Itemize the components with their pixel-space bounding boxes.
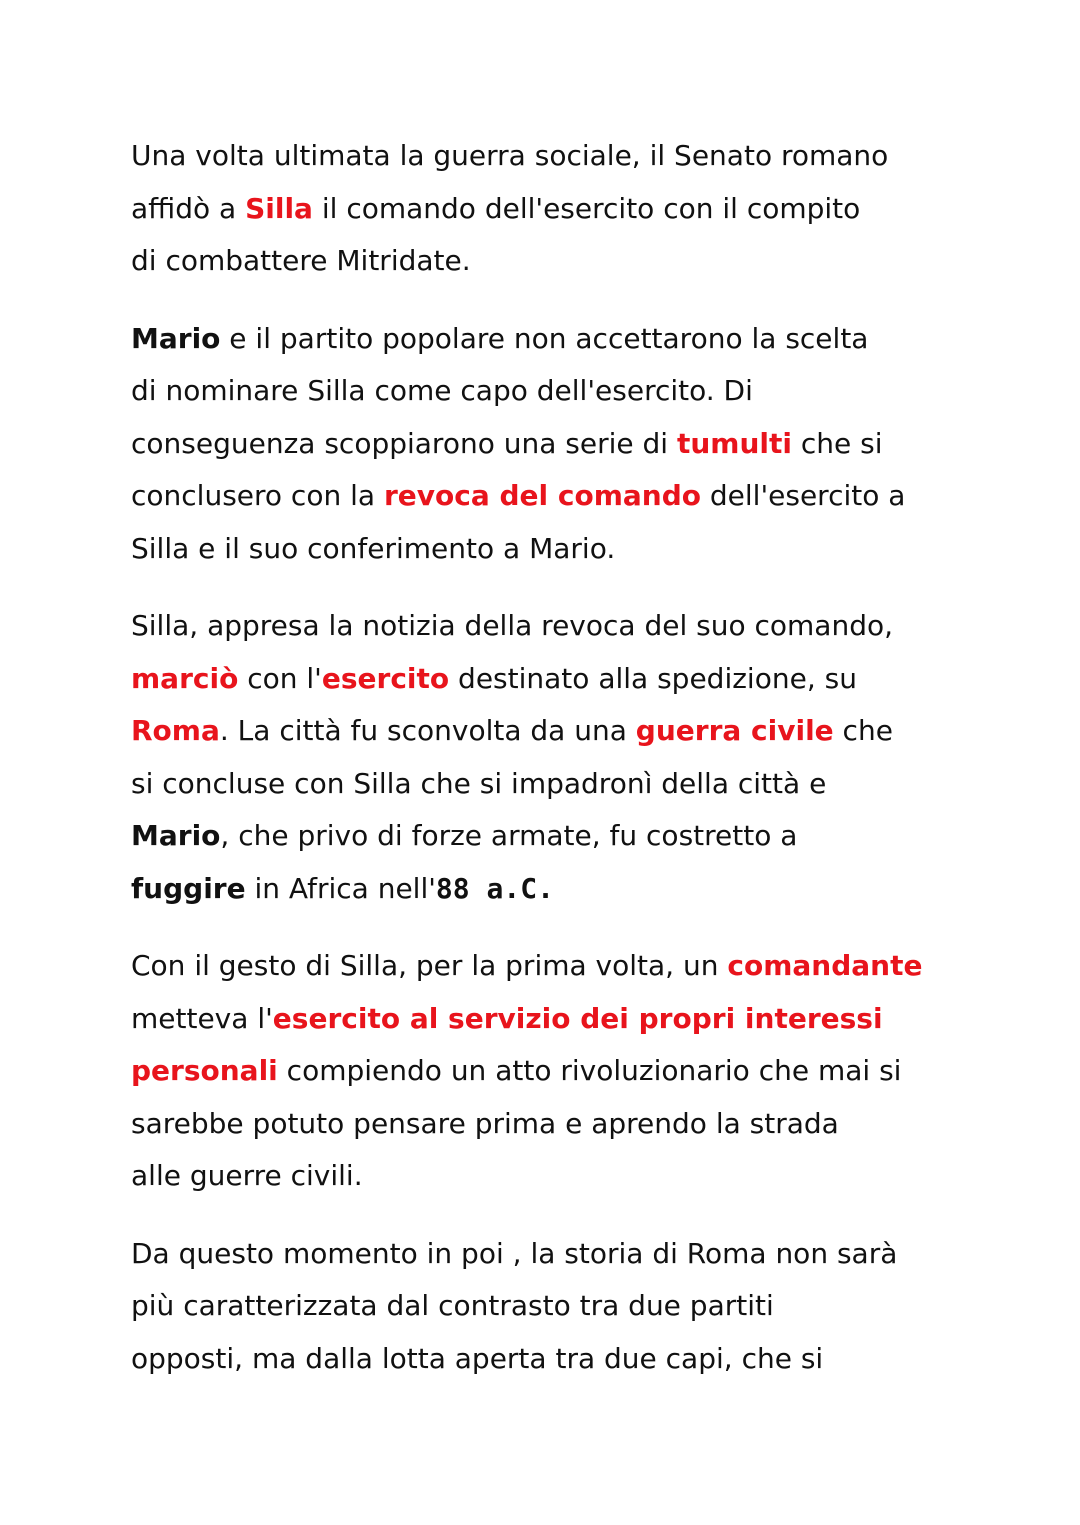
text-line: [131, 365, 991, 418]
text-line: [131, 600, 991, 653]
text-segment: dell'esercito a: [700, 479, 906, 512]
text-segment: Silla e il suo conferimento a Mario.: [131, 531, 616, 565]
text-segment: . La città fu sconvolta da una: [219, 714, 636, 747]
text-line: [131, 993, 991, 1046]
text-line: [131, 1150, 991, 1203]
highlighted-term: Silla: [245, 191, 313, 225]
text-segment: e il partito popolare non accettarono la scelta: [220, 321, 869, 355]
highlighted-term: marciò: [131, 661, 239, 695]
text-segment: conseguenza scoppiarono una serie di: [131, 426, 677, 460]
highlighted-term: Roma: [131, 714, 220, 747]
text-segment: alle guerre civili.: [131, 1159, 363, 1192]
text-segment: , che privo di forze armate, fu costretto a: [220, 819, 798, 852]
paragraph-4: [131, 940, 991, 1203]
text-line: [131, 940, 991, 993]
text-segment: destinato alla spedizione, su: [449, 661, 857, 695]
bold-term: 88 a.C.: [435, 871, 554, 905]
text-segment: Una volta ultimata la guerra sociale, il Senato romano: [131, 139, 889, 172]
text-line: [131, 1280, 991, 1333]
paragraph-3: [131, 600, 991, 915]
text-segment: conclusero con la: [131, 479, 384, 512]
text-line: [131, 758, 991, 811]
text-line: [131, 183, 991, 236]
text-line: [131, 653, 991, 706]
text-line: [131, 810, 991, 863]
text-line: [131, 1333, 991, 1386]
highlighted-term: revoca del comando: [383, 479, 701, 512]
text-segment: che si: [792, 426, 883, 460]
text-segment: affidò a: [131, 191, 246, 225]
text-segment: sarebbe potuto pensare prima e aprendo la strada: [131, 1106, 839, 1140]
text-line: [131, 1098, 991, 1151]
bold-term: fuggire: [131, 871, 246, 905]
text-segment: Con il gesto di Silla, per la prima volta, un: [131, 949, 728, 982]
text-line: [131, 1228, 991, 1281]
text-segment: in Africa nell': [245, 871, 436, 905]
text-segment: Da questo momento in poi , la storia di Roma non sarà: [131, 1236, 898, 1270]
text-line: [131, 418, 991, 471]
text-segment: compiendo un atto rivoluzionario che mai si: [277, 1054, 902, 1087]
text-segment: con l': [238, 661, 322, 695]
text-segment: di combattere Mitridate.: [131, 244, 471, 277]
paragraph-1: [131, 130, 991, 288]
highlighted-term: personali: [131, 1054, 278, 1087]
text-segment: si concluse con Silla che si impadronì della città e: [131, 766, 827, 800]
text-segment: opposti, ma dalla lotta aperta tra due capi, che si: [131, 1341, 824, 1375]
highlighted-term: esercito: [321, 661, 450, 695]
highlighted-term: comandante: [727, 949, 923, 982]
text-line: [131, 863, 991, 916]
document-page: [131, 130, 991, 1410]
highlighted-term: esercito al servizio dei propri interessi: [272, 1001, 883, 1035]
highlighted-term: tumulti: [676, 426, 792, 460]
text-segment: più caratterizzata dal contrasto tra due partiti: [131, 1289, 774, 1322]
text-line: [131, 705, 991, 758]
text-line: [131, 470, 991, 523]
bold-term: Mario: [131, 819, 221, 852]
text-line: [131, 523, 991, 576]
paragraph-2: [131, 313, 991, 576]
text-line: [131, 1045, 991, 1098]
text-segment: di nominare Silla come capo dell'esercito. Di: [131, 374, 753, 407]
text-segment: che: [833, 714, 893, 747]
paragraph-5: [131, 1228, 991, 1386]
text-segment: il comando dell'esercito con il compito: [312, 191, 861, 225]
text-line: [131, 130, 991, 183]
text-segment: metteva l': [131, 1001, 273, 1035]
text-line: [131, 313, 991, 366]
text-segment: Silla, appresa la notizia della revoca del suo comando,: [131, 609, 894, 642]
highlighted-term: guerra civile: [635, 714, 834, 747]
bold-term: Mario: [131, 321, 221, 355]
text-line: [131, 235, 991, 288]
